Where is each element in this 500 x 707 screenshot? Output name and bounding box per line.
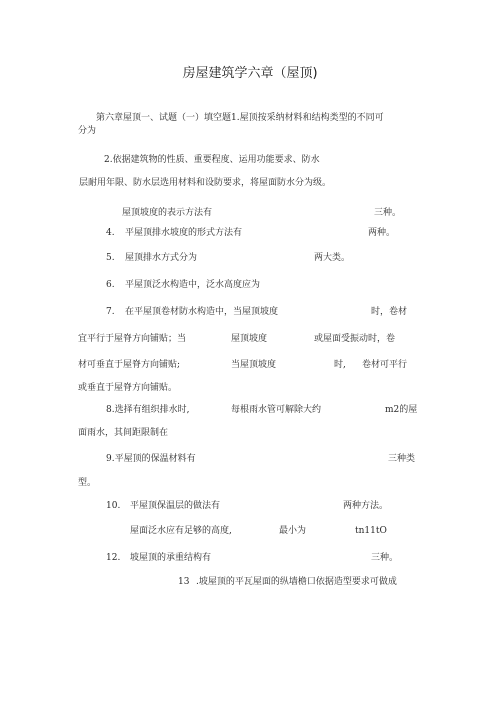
item-number: 7.	[106, 307, 115, 317]
text-line: 平屋顶泛水构造中，泛水高度应为	[125, 280, 261, 290]
text-line: 卷材可平行	[362, 360, 408, 370]
item-number: 4.	[106, 228, 115, 238]
text-line: 分为	[78, 126, 97, 136]
text-line: 三种。	[374, 208, 402, 218]
text-line: 两种方法。	[343, 501, 389, 511]
text-line: 当屋顶坡度	[231, 360, 277, 370]
text-line: .坡屋顶的平瓦屋面的纵墙檐口依据造型要求可做成	[196, 577, 397, 587]
item-number: 6.	[106, 280, 115, 290]
item-number: 12.	[106, 553, 121, 563]
text-line: 或垂直于屋脊方向铺贴。	[78, 383, 178, 393]
text-line: 平屋顶保温层的做法有	[130, 501, 221, 511]
item-number: 13	[178, 577, 190, 587]
text-line: 屋顶坡度的表示方法有	[122, 208, 213, 218]
text-line: 坡屋顶的承重结构有	[130, 553, 212, 563]
text-line: 平屋顶排水坡度的形式方法有	[125, 228, 243, 238]
text-line: 材可垂直于屋脊方向铺贴;	[78, 360, 181, 370]
text-line: m2的屋	[385, 405, 418, 415]
text-line: 宜平行于屋脊方向铺贴；当	[78, 334, 187, 344]
page-title: 房屋建筑学六章（屋顶)	[182, 66, 318, 81]
text-line: 2.依据建筑物的性质、重要程度、运用功能要求、防水	[104, 155, 320, 165]
item-number: 10.	[106, 501, 121, 511]
text-line: 型。	[78, 478, 97, 488]
text-line: 在平屋顶卷材防水构造中，当屋顶坡度	[125, 307, 279, 317]
text-line: 最小为	[279, 526, 307, 536]
text-line: 两大类。	[314, 253, 351, 263]
text-line: 屋顶排水方式分为	[125, 253, 198, 263]
text-line: 三种类	[388, 454, 416, 464]
text-line: tn11tO	[355, 526, 387, 536]
text-line: 面雨水，其间距限制在	[78, 428, 169, 438]
item-number: 5.	[106, 253, 115, 263]
text-line: 9.平屋顶的保温材料有	[106, 454, 196, 464]
text-line: 三种。	[371, 553, 399, 563]
text-line: 屋面泛水应有足够的高度,	[130, 526, 232, 536]
text-line: 每根雨水管可解除大约	[231, 405, 322, 415]
text-line: 第六章屋顶一、试题（一）填空题1.屋顶按采纳材料和结构类型的不同可	[96, 113, 384, 123]
text-line: 时,	[334, 360, 346, 370]
text-line: 或屋面受振动时，卷	[314, 334, 396, 344]
text-line: 8.选择有组织排水时,	[106, 405, 190, 415]
text-line: 屋顶坡度	[231, 334, 268, 344]
text-line: 层耐用年限、防水层选用材料和设防要求，将屋面防水分为级。	[79, 178, 332, 188]
text-line: 两种。	[368, 228, 396, 238]
text-line: 时，卷材	[371, 307, 408, 317]
